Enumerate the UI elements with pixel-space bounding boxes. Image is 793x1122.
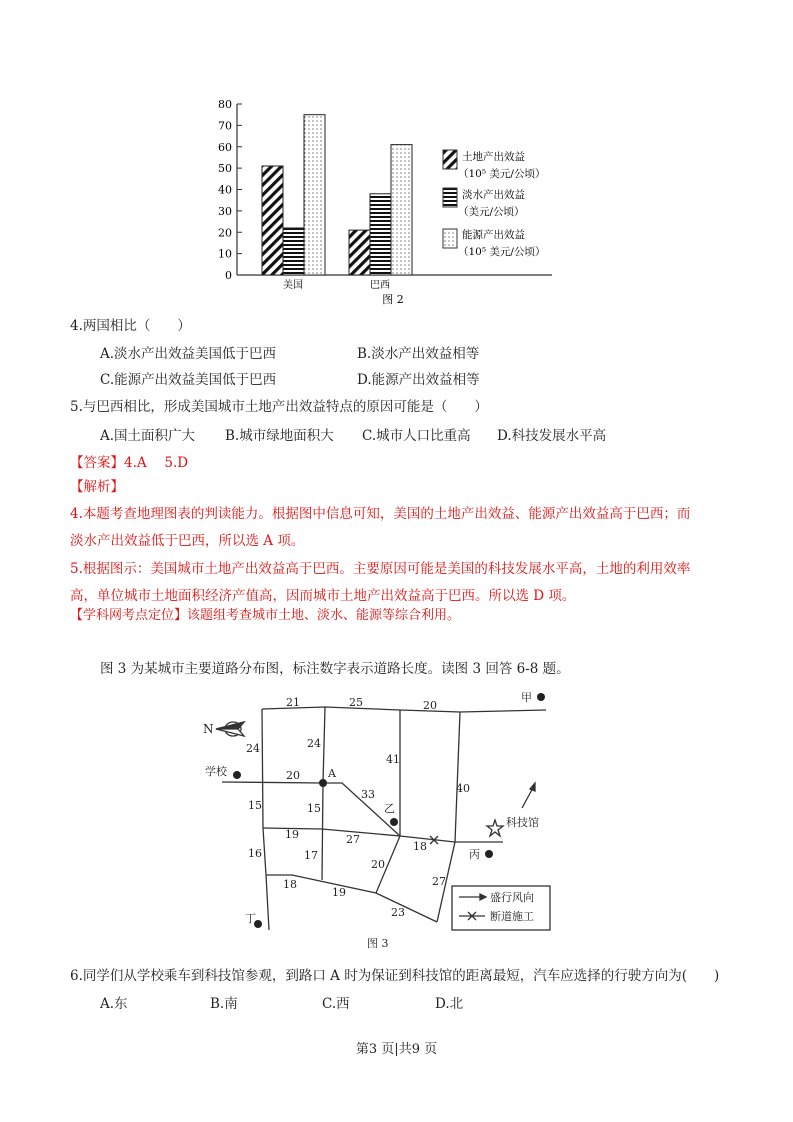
question-5-stem: 5.与巴西相比，形成美国城市土地产出效益特点的原因可能是（ ） [70, 399, 488, 415]
road-length: 20 [423, 699, 437, 712]
road-length: 24 [246, 742, 260, 755]
q6-option-a: A.东 [100, 996, 128, 1012]
knowledge-point: 【学科网考点定位】该题组考查城市土地、淡水、能源等综合利用。 [70, 608, 461, 623]
q5-option-b: B.城市绿地面积大 [225, 428, 334, 444]
legend-swatch-land [443, 150, 457, 169]
legend-label: 淡水产出效益 [462, 189, 525, 201]
road-length: 19 [332, 886, 346, 899]
road-length: 19 [285, 828, 299, 841]
q5-option-d: D.科技发展水平高 [497, 428, 607, 444]
north-label: N [203, 722, 214, 736]
legend-label: 能源产出效益 [462, 229, 525, 241]
q5-option-a: A.国土面积广大 [100, 428, 196, 444]
jia-dot [537, 693, 545, 701]
road-length: 20 [371, 858, 385, 871]
place-label: 甲 [521, 691, 532, 704]
road-length: 15 [307, 802, 321, 815]
bar-0-2 [304, 115, 325, 275]
road-lengths [246, 696, 470, 919]
road-length: 18 [413, 840, 427, 853]
bar-1-1 [370, 194, 391, 275]
place-label: 学校 [205, 765, 227, 778]
chart-caption: 图 2 [382, 293, 404, 306]
bar-0-0 [262, 166, 283, 275]
road-length: 18 [283, 878, 297, 891]
page-footer: 第3 页|共9 页 [355, 1042, 438, 1057]
legend-label: 断道施工 [490, 910, 534, 923]
intersection-a-dot [319, 779, 327, 787]
road-length: 33 [361, 788, 375, 801]
analysis-line: 5.根据图示：美国城市土地产出效益高于巴西。主要原因可能是美国的科技发展水平高，土地的利用效率 [70, 561, 691, 577]
question-4-stem: 4.两国相比（ ） [70, 318, 191, 334]
bar-chart [218, 98, 552, 306]
road-length: 27 [346, 833, 360, 846]
y-tick-label: 80 [218, 98, 232, 111]
place-label: A [328, 767, 336, 780]
road-length: 25 [349, 696, 363, 709]
y-tick-label: 10 [218, 247, 232, 261]
road-length: 24 [307, 737, 321, 750]
q6-option-c: C.西 [322, 996, 350, 1012]
y-tick-label: 20 [218, 226, 232, 240]
q4-option-b: B.淡水产出效益相等 [357, 346, 480, 362]
legend-unit: （美元/公顷） [458, 206, 525, 218]
road [263, 828, 503, 842]
bar-1-0 [349, 230, 370, 275]
figure-3-intro: 图 3 为某城市主要道路分布图，标注数字表示道路长度。读图 3 回答 6-8 题。 [100, 661, 570, 677]
road-length: 16 [248, 847, 262, 860]
q4-option-a: A.淡水产出效益美国低于巴西 [100, 346, 277, 362]
analysis-line: 高，单位城市土地面积经济产值高，因而城市土地产出效益高于巴西。所以选 D 项。 [70, 588, 576, 604]
museum-star-icon [487, 820, 503, 836]
y-tick-label: 50 [218, 162, 232, 176]
q5-option-c: C.城市人口比重高 [362, 428, 471, 444]
map-caption: 图 3 [367, 937, 389, 950]
road [262, 709, 269, 930]
place-label: 丁 [245, 912, 256, 925]
legend-unit: （10⁵ 美元/公顷） [458, 168, 546, 180]
question-6-stem: 6.同学们从学校乘车到科技馆参观，到路口 A 时为保证到科技馆的距离最短，汽车应选择的行驶方向为( ) [70, 968, 720, 984]
road-length: 27 [432, 875, 446, 888]
y-tick-label: 0 [225, 269, 232, 282]
school-dot [233, 771, 241, 779]
road-length: 41 [386, 753, 400, 766]
analysis-line: 4.本题考查地理图表的判读能力。根据图中信息可知，美国的土地产出效益、能源产出效益高于巴西；而 [70, 506, 691, 522]
chart-legend [443, 150, 545, 258]
legend-swatch-water [443, 188, 457, 207]
road-length: 20 [286, 769, 300, 782]
bing-dot [485, 850, 493, 858]
q4-option-c: C.能源产出效益美国低于巴西 [100, 372, 277, 388]
road [262, 707, 546, 712]
analysis-line: 淡水产出效益低于巴西，所以选 A 项。 [70, 533, 305, 549]
y-tick-label: 70 [218, 119, 232, 133]
place-label: 乙 [384, 802, 395, 815]
road-length: 17 [304, 849, 318, 862]
bar-0-1 [283, 228, 304, 275]
place-label: 科技馆 [506, 816, 539, 829]
x-tick-label: 巴西 [370, 280, 390, 291]
q6-option-b: B.南 [210, 996, 238, 1012]
north-arrow-icon [216, 722, 244, 736]
y-tick-label: 40 [218, 183, 232, 197]
place-label: 丙 [469, 848, 480, 861]
yi-dot [390, 818, 398, 826]
road-length: 15 [248, 799, 262, 812]
bar-1-2 [391, 145, 412, 275]
analysis-heading: 【解析】 [70, 479, 124, 495]
answer: 【答案】4.A 5.D [70, 455, 189, 471]
road [322, 707, 325, 880]
wind-arrow-icon [522, 783, 535, 808]
x-tick-label: 美国 [283, 280, 303, 291]
road-length: 40 [456, 782, 470, 795]
legend-unit: （10⁵ 美元/公顷） [458, 246, 546, 258]
road-length: 23 [391, 906, 405, 919]
q6-option-d: D.北 [435, 996, 464, 1012]
legend-label: 盛行风向 [490, 891, 534, 904]
legend-label: 土地产出效益 [462, 151, 525, 163]
y-tick-label: 60 [218, 140, 232, 154]
y-tick-label: 30 [218, 204, 232, 218]
q4-option-d: D.能源产出效益相等 [357, 372, 480, 388]
road-length: 21 [286, 696, 300, 709]
legend-swatch-energy [443, 229, 457, 248]
